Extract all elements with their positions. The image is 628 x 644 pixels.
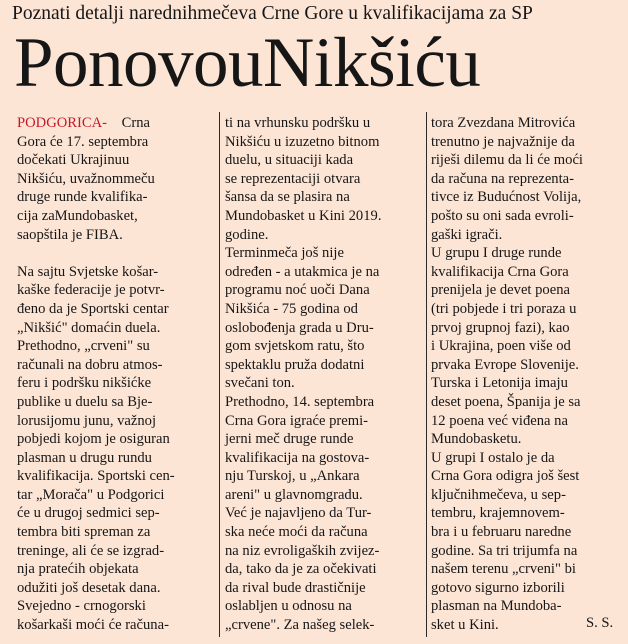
text-line: riješi dilemu da li će moći bbox=[431, 152, 583, 169]
dateline: PODGORICA- bbox=[17, 115, 107, 131]
text-line: prvoj grupnoj fazi), kao bbox=[431, 319, 570, 336]
text-line: spektaklu pruža dodatni bbox=[225, 356, 365, 373]
text-line: Na sajtu Svjetske košar- bbox=[17, 263, 159, 280]
text-line: kvalifikacija. Sportski cen- bbox=[17, 468, 175, 485]
text-line: „Nikšić" domaćin duela. bbox=[17, 319, 161, 336]
text-line: nja pratećih objekata bbox=[17, 561, 139, 578]
text-line: U grupi I ostalo je da bbox=[431, 449, 555, 466]
text-line: feru i podršku nikšićke bbox=[17, 375, 152, 392]
text-line: oslobođenja grada u Dru- bbox=[225, 319, 374, 336]
text-line: programu noć uoči Dana bbox=[225, 282, 370, 299]
text-line: kaške federacije je potvr- bbox=[17, 282, 165, 299]
text-line: ska neće moći da računa bbox=[225, 524, 368, 541]
text-line: saopštila je FIBA. bbox=[17, 226, 123, 243]
text-line: Crna Gora odigra još šest bbox=[431, 468, 580, 485]
text-line: će u drugoj sedmici sep- bbox=[17, 505, 160, 522]
text-line: da rival bude drastičnije bbox=[225, 579, 366, 596]
paragraph-gap bbox=[17, 244, 213, 263]
text-line: gom svjetskom ratu, što bbox=[225, 338, 365, 355]
text-line: gaški igrači. bbox=[431, 226, 503, 243]
text-line: publike u duelu sa Bje- bbox=[17, 393, 153, 410]
text-line: Turska i Letonija imaju bbox=[431, 375, 568, 392]
article-column-2 bbox=[225, 114, 421, 635]
text-line: bra i u februaru naredne bbox=[431, 524, 572, 541]
text-line: računali na dobru atmos- bbox=[17, 356, 163, 373]
text-line: određen - a utakmica je na bbox=[225, 263, 380, 280]
text-line: šansa da se plasira na bbox=[225, 189, 350, 206]
text-line: duelu, u situaciji kada bbox=[225, 152, 354, 169]
text-line: cija zaMundobasket, bbox=[17, 207, 138, 224]
text-line: tar „Morača" u Podgorici bbox=[17, 486, 165, 503]
text-line: prvaka Evrope Slovenije. bbox=[431, 356, 579, 373]
text-line: tivce iz Budućnost Volija, bbox=[431, 189, 582, 206]
text-line: dočekati Ukrajinuu bbox=[17, 152, 130, 169]
text-line: ti na vrhunsku podršku u bbox=[225, 115, 371, 131]
column-divider bbox=[219, 112, 220, 637]
text-line: treninge, ali će se izgrad- bbox=[17, 542, 165, 559]
text-line: Terminmeča još nije bbox=[225, 245, 344, 262]
text-line: gotovo sigurno izborili bbox=[431, 579, 565, 596]
text-line: godine. bbox=[225, 226, 269, 243]
author-signature: S. S. bbox=[586, 615, 614, 631]
text-line: svečani ton. bbox=[225, 375, 295, 392]
text-line-segment: Crna bbox=[121, 115, 150, 131]
text-line: Nikšiću u izuzetno bitnom bbox=[225, 133, 380, 150]
text-line: areni" u glavnomgradu. bbox=[225, 486, 363, 503]
text-line: našem terenu „crveni" bi bbox=[431, 561, 576, 578]
text-line: druge runde kvalifika- bbox=[17, 189, 148, 206]
text-line: Svejedno - crnogorski bbox=[17, 598, 146, 615]
text-line: da, tako da je za očekivati bbox=[225, 561, 377, 578]
text-line: Prethodno, „crveni" su bbox=[17, 338, 150, 355]
text-line: (tri pobjede i tri poraza u bbox=[431, 300, 577, 317]
text-line: Crna Gora igraće premi- bbox=[225, 412, 369, 429]
text-line: jerni meč druge runde bbox=[225, 431, 354, 448]
text-line: Mundobasket u Kini 2019. bbox=[225, 207, 382, 224]
text-line: deset poena, Španija je sa bbox=[431, 393, 581, 410]
text-line: se reprezentaciji otvara bbox=[225, 170, 361, 187]
article-column-3 bbox=[431, 114, 621, 635]
text-line: oslabljen u odnosu na bbox=[225, 598, 352, 615]
text-line: lorusijomu junu, važnoj bbox=[17, 412, 157, 429]
text-line: 12 poena već viđena na bbox=[431, 412, 568, 429]
text-line: trenutno je najvažnije da bbox=[431, 133, 575, 150]
text-line: tembru, krajemnovem- bbox=[431, 505, 565, 522]
text-line: Nikšiću, uvažnommeču bbox=[17, 170, 155, 187]
text-line: „crvene". Za našeg selek- bbox=[225, 617, 375, 634]
text-line bbox=[17, 114, 213, 133]
text-line: kvalifikacija na gostova- bbox=[225, 449, 370, 466]
text-line: košarkaši moći će računa- bbox=[17, 617, 169, 634]
text-line: na niz evroligaških zvijez- bbox=[225, 542, 380, 559]
column-divider bbox=[426, 112, 427, 637]
text-line: nju Turskoj, u „Ankara bbox=[225, 468, 360, 485]
text-line: tora Zvezdana Mitrovića bbox=[431, 115, 576, 131]
text-line: U grupu I druge runde bbox=[431, 245, 562, 262]
text-line: pošto su oni sada evroli- bbox=[431, 207, 574, 224]
text-line: godine. Sa tri trijumfa na bbox=[431, 542, 578, 559]
text-line: Gora će 17. septembra bbox=[17, 133, 149, 150]
text-line: kvalifikacija Crna Gora bbox=[431, 263, 569, 280]
article-headline: PonovouNikšiću bbox=[14, 24, 481, 102]
text-line: Nikšića - 75 godina od bbox=[225, 300, 358, 317]
text-line: plasman na Mundoba- bbox=[431, 598, 562, 615]
text-line: ključnihmečeva, u sep- bbox=[431, 486, 566, 503]
article-column-1 bbox=[17, 114, 213, 635]
text-line: sket u Kini. bbox=[431, 617, 499, 634]
text-line: Prethodno, 14. septembra bbox=[225, 393, 375, 410]
text-line: i Ukrajina, poen više od bbox=[431, 338, 571, 355]
text-line: Mundobasketu. bbox=[431, 431, 522, 448]
text-line: da računa na reprezenta- bbox=[431, 170, 574, 187]
text-line: odužiti još desetak dana. bbox=[17, 579, 161, 596]
text-line: plasman u drugu rundu bbox=[17, 449, 152, 466]
text-line: tembra biti spreman za bbox=[17, 524, 151, 541]
article-kicker: Poznati detalji narednihmečeva Crne Gore u kvalifikacijama za SP bbox=[12, 3, 533, 24]
text-line: pobjedi kojom je osiguran bbox=[17, 431, 170, 448]
text-line: Već je najavljeno da Tur- bbox=[225, 505, 372, 522]
text-line: prenijela je devet poena bbox=[431, 282, 570, 299]
text-line: đeno da je Sportski centar bbox=[17, 300, 169, 317]
